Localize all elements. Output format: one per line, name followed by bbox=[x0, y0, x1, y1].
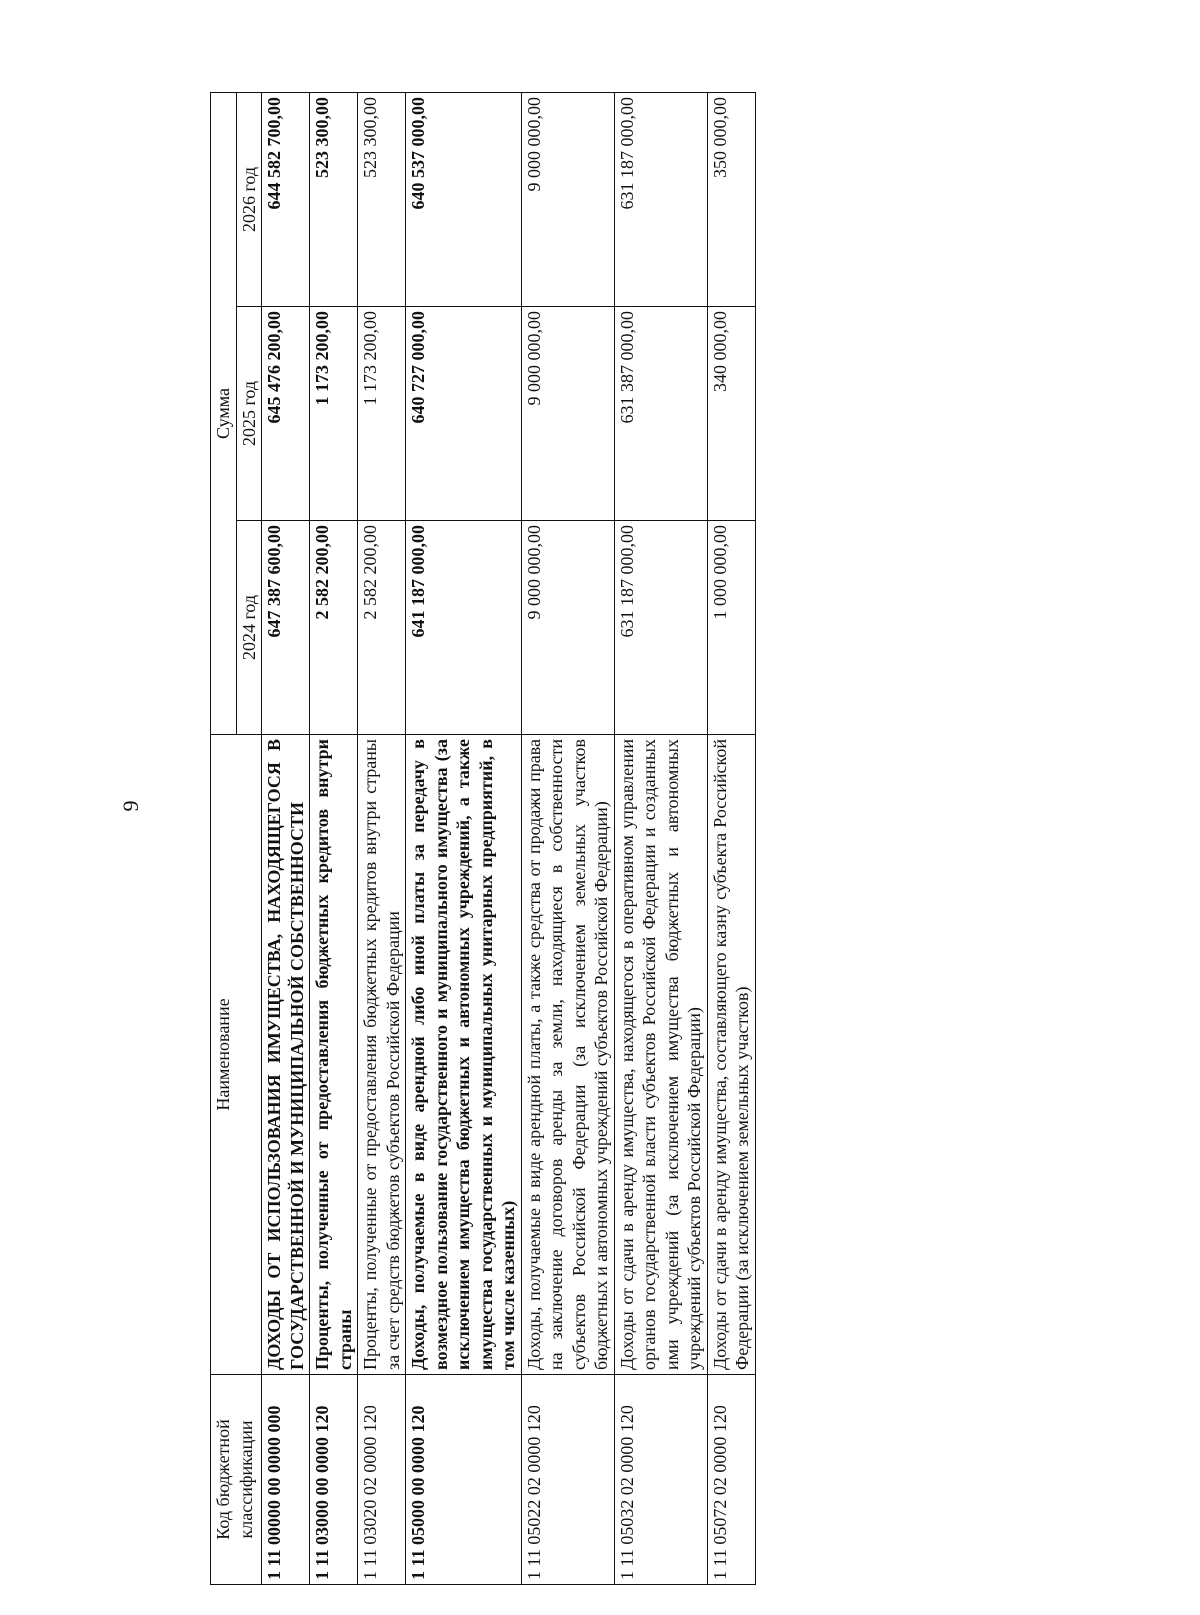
table-row bbox=[521, 92, 614, 1584]
row-value-2024: 9 000 000,00 bbox=[521, 521, 614, 735]
row-value-2026: 523 300,00 bbox=[358, 92, 406, 306]
row-value-2026: 523 300,00 bbox=[310, 92, 358, 306]
row-value-2026: 9 000 000,00 bbox=[521, 92, 614, 306]
row-name: Доходы, получаемые в виде арендной либо иной платы за передачу в возмездное пользование государственного и муниципального имущества (за исключением имущества бюджетных и автономных учреждений, а также имущества государственных и муниципальных унитарных предприятий, в том числе казенных) bbox=[406, 735, 522, 1375]
row-value-2024: 2 582 200,00 bbox=[310, 521, 358, 735]
row-name: Доходы от сдачи в аренду имущества, находящегося в оперативном управлении органов государственной власти субъектов Российской Федерации и созданных ими учреждений (за исключением имущества бюджетных и автономных учреждений субъектов Российской Федерации) bbox=[614, 735, 707, 1375]
table-row bbox=[262, 92, 310, 1584]
row-value-2026: 644 582 700,00 bbox=[262, 92, 310, 306]
row-value-2025: 640 727 000,00 bbox=[406, 307, 522, 521]
row-value-2024: 2 582 200,00 bbox=[358, 521, 406, 735]
row-name: Проценты, полученные от предоставления бюджетных кредитов внутри страны bbox=[310, 735, 358, 1375]
row-code: 1 11 05000 00 0000 120 bbox=[406, 1375, 522, 1585]
row-name: Доходы, получаемые в виде арендной платы, а также средства от продажи права на заключение договоров аренды за земли, находящиеся в собственности субъектов Российской Федерации (за исключением земельных участков бюджетных и автономных учреждений субъектов Российской Федерации) bbox=[521, 735, 614, 1375]
row-value-2026: 631 187 000,00 bbox=[614, 92, 707, 306]
row-value-2024: 647 387 600,00 bbox=[262, 521, 310, 735]
header-2026: 2026 год bbox=[236, 92, 262, 306]
row-value-2025: 1 173 200,00 bbox=[358, 307, 406, 521]
table-row bbox=[614, 92, 707, 1584]
row-value-2026: 350 000,00 bbox=[707, 92, 755, 306]
row-code: 1 11 00000 00 0000 000 bbox=[262, 1375, 310, 1585]
row-value-2025: 340 000,00 bbox=[707, 307, 755, 521]
row-value-2024: 631 187 000,00 bbox=[614, 521, 707, 735]
row-code: 1 11 05032 02 0000 120 bbox=[614, 1375, 707, 1585]
row-value-2024: 1 000 000,00 bbox=[707, 521, 755, 735]
rotated-page bbox=[210, 93, 756, 1585]
table-body bbox=[262, 92, 756, 1584]
budget-table bbox=[210, 92, 756, 1585]
table-row bbox=[358, 92, 406, 1584]
row-value-2024: 641 187 000,00 bbox=[406, 521, 522, 735]
header-2025: 2025 год bbox=[236, 307, 262, 521]
header-code: Код бюджетной классификации bbox=[211, 1375, 262, 1585]
header-sum: Сумма bbox=[211, 92, 237, 734]
row-code: 1 11 05022 02 0000 120 bbox=[521, 1375, 614, 1585]
page-number: 9 bbox=[118, 800, 143, 812]
row-name: Проценты, полученные от предоставления бюджетных кредитов внутри страны за счет средств бюджетов субъектов Российской Федерации bbox=[358, 735, 406, 1375]
row-code: 1 11 03020 02 0000 120 bbox=[358, 1375, 406, 1585]
header-2024: 2024 год bbox=[236, 521, 262, 735]
row-name: ДОХОДЫ ОТ ИСПОЛЬЗОВАНИЯ ИМУЩЕСТВА, НАХОДЯЩЕГОСЯ В ГОСУДАРСТВЕННОЙ И МУНИЦИПАЛЬНОЙ СОБСТВЕННОСТИ bbox=[262, 735, 310, 1375]
table-row bbox=[310, 92, 358, 1584]
table-row bbox=[707, 92, 755, 1584]
row-value-2025: 631 387 000,00 bbox=[614, 307, 707, 521]
row-code: 1 11 03000 00 0000 120 bbox=[310, 1375, 358, 1585]
row-value-2026: 640 537 000,00 bbox=[406, 92, 522, 306]
row-value-2025: 645 476 200,00 bbox=[262, 307, 310, 521]
row-code: 1 11 05072 02 0000 120 bbox=[707, 1375, 755, 1585]
table-row bbox=[406, 92, 522, 1584]
row-name: Доходы от сдачи в аренду имущества, составляющего казну субъекта Российской Федерации (за исключением земельных участков) bbox=[707, 735, 755, 1375]
header-name: Наименование bbox=[211, 735, 262, 1375]
row-value-2025: 1 173 200,00 bbox=[310, 307, 358, 521]
row-value-2025: 9 000 000,00 bbox=[521, 307, 614, 521]
header-row bbox=[211, 92, 237, 1584]
